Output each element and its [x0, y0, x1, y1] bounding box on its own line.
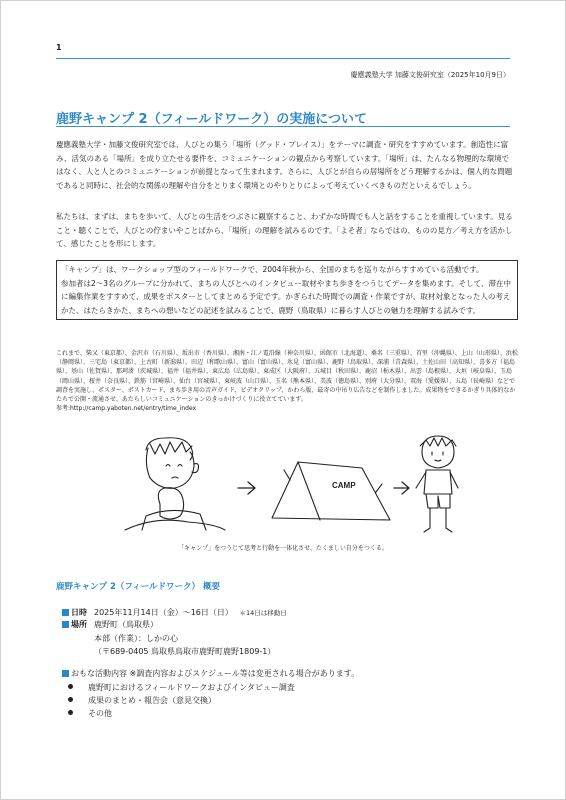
page-title: 鹿野キャンプ 2（フィールドワーク）の実施について [56, 112, 368, 127]
tent-label: CAMP [332, 481, 356, 490]
date-value-row [94, 607, 287, 619]
illustration-caption: 「キャンプ」をつうじて思考と行動を一体化させ、たくましい自分をつくる。 [178, 545, 388, 552]
bullet-dot-icon [68, 710, 73, 715]
date-value: 2025年11月14日（金）～16日（日） [94, 608, 233, 617]
date-row [62, 607, 87, 618]
activity-item-3: その他 [88, 709, 112, 718]
history-text: これまで、柴又（東京都）、金沢市（石川県）、坂出市（香川県）、湘南・江ノ電沿線（神奈川県）、函館市（北海道）、桑名（三重県）、首里（沖縄県）、上山（山形県）、浜松（静岡県）、三宅島（東京都）、上古町（新潟県）、田辺（和歌山県）、富山（富山県）、氷見（富山県）、鹿野（鳥取県）、深浦（青森県）、土佐山田（高知県）、喜多方（福島県）、基山（佐賀県）、那珂湊（茨城県）、福井（福井県）、東広島（広島県）、東成区（大阪府）、五城目（秋田県）、鹿沼（栃木県）、出雲（島根県）、大垣（岐阜県）、玉島（岡山県）、桜井（奈良県）、鉄筋（宮崎県）、仙台（宮城県）、東岐波（山口県）、玉名（熊本県）、美波（徳島県）、別府（大分県）、双海（愛媛県）、五島（長崎県）などで調査を実施し、ポスター、ポストカード、まち歩き用の音声ガイド、ビデオクリップ、かわら版、最寄の中吊り広告などを制作しました。成果物をできるかぎり具体的なかたちで公開・流通させ、あたらしいコミュニケーションのきっかけづくりに役立てています。 [56, 350, 518, 404]
bullet-square-icon [62, 670, 69, 677]
date-note: ＊14日は移動日 [239, 609, 287, 617]
place-line-2: 本部（作業）：しかの心 [94, 634, 178, 643]
list-item [68, 682, 295, 693]
place-line-1: 鹿野町（鳥取県） [94, 620, 158, 629]
activities-header-row [62, 668, 359, 679]
header-org-date: 慶應義塾大学 加藤文俊研究室（2025年10月9日） [350, 71, 510, 79]
activity-item-2: 成果のまとめ・報告会（意見交換） [88, 696, 216, 705]
place-line-3: （〒689-0405 鳥取県鳥取市鹿野町鹿野1809-1） [94, 647, 276, 656]
date-label: 日時 [71, 608, 87, 617]
place-label: 場所 [71, 620, 87, 629]
standing-person-drawing [416, 436, 458, 532]
bullet-square-icon [62, 609, 69, 616]
top-rule [56, 58, 510, 59]
camp-illustration [120, 430, 460, 540]
reference-link[interactable]: 参考:http://camp.yaboten.net/entry/time_index [56, 405, 197, 413]
place-row [62, 619, 87, 630]
bullet-dot-icon [68, 697, 73, 702]
title-rule [56, 126, 510, 127]
activities-header: おもな活動内容 ※調査内容およびスケジュール等は変更される場合があります。 [71, 669, 360, 678]
arrow-icon-1 [238, 482, 255, 494]
list-item [68, 695, 216, 706]
activity-item-1: 鹿野町におけるフィールドワークおよびインタビュー調査 [88, 683, 295, 692]
page-number: 1 [56, 43, 62, 52]
bullet-square-icon [62, 621, 69, 628]
tent-drawing [272, 462, 390, 520]
arrow-icon-2 [394, 482, 409, 494]
bullet-dot-icon [68, 684, 73, 689]
box-paragraph-2: 参加者は2～3名のグループに分かれて、まちの人びとへのインタビュー取材やまち歩きをつうじてデータを集めます。そして、滞在中に編集作業をすすめて、成果をポスターとしてまとめる予定です。かぎられた時間での調査・作業ですが、取材対象となった人の考えかた、はたらきかた、まちへの想いなどの記述を試みることで、鹿野（鳥取県）に暮らす人びとの魅力を理解する試みです。 [61, 278, 511, 315]
box-paragraph-1: 「キャンプ」は、ワークショップ型のフィールドワークで、2004年秋から、全国のまちを巡りながらすすめている活動です。 [61, 265, 484, 274]
intro-paragraph-2: 私たちは、まずは、まちを歩いて、人びとの生活をつぶさに観察すること、わずかな時間でも人と話をすることを重視しています。見ること・聴くことで、人びとの佇まいやことばから、「場所」の理解を試みるのです。「よそ者」ならではの、ものの見方／考え方を活かして、感じたことを形にします。 [56, 212, 513, 248]
camp-description-box [56, 260, 518, 320]
intro-paragraph-1: 慶應義塾大学・加藤文俊研究室では、人びとの集う「場所（グッド・プレイス）」をテーマに調査・研究をすすめています。創造性に富み、活気のある「場所」を成り立たせる要件を、コミュニケーションの観点から考察しています。「場所」は、たんなる物理的な環境ではなく、人と人とのコミュニケーションが前提となって生まれます。さらに、人びとが自らの居場所をどう理解するかは、個人的な問題であると同時に、社会的な関係の理解や自分をとりまく環境とのやりとりによって考えていくべきものだといえるでしょう。 [56, 140, 513, 190]
history-section [56, 349, 518, 413]
overview-subtitle: 鹿野キャンプ 2（フィールドワーク） 概要 [56, 582, 220, 592]
list-item [68, 708, 112, 719]
thinking-person-drawing [125, 438, 225, 530]
